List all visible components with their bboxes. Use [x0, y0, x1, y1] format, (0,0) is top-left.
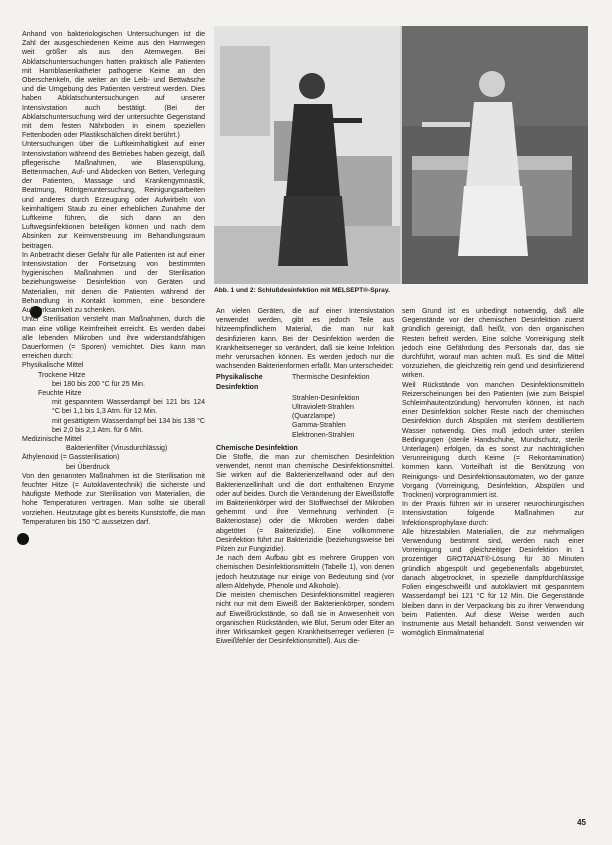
right-column: [402, 307, 584, 830]
list-item: Elektronen-Strahlen: [292, 431, 355, 439]
list-item: Ultraviolett-Strahlen (Quarzlampe): [292, 404, 354, 421]
list-heading: Medizinische Mittel: [22, 435, 82, 443]
paragraph: Untersuchungen über die Luftkeimhaltigkeit auf einer Intensivstation während des Betriebes haben gezeigt, daß pflegerische Maßnahmen, wie Blasenspülung, Bettenmachen, Auf- und Abdecken von Betten, Verlegung der Patienten, Massage und Krankengymnastik, Beatmung, Röntgenuntersuchung, Reinigungsarbeiten und anderes durch Erzeugung oder Aufwirbeln von keimhaltigem Staub zu einer erheblichen Zunahme der Luftkeime führen, die sich dann an den Luftwegsinfektionen beteiligen können und nach dem Absinken zur Keimverstreuung im Behandlungsraum beitragen.: [22, 141, 205, 250]
list-item: bei Überdruck: [66, 463, 110, 471]
paragraph: sem Grund ist es unbedingt notwendig, daß alle Gegenstände vor der chemischen Desinfektion zuerst gründlich gereinigt, daß heißt, von den organischen Resten befreit werden. Eine solche Vorreinigung stellt jedoch eine Gefährdung des Personals dar, das sie durchführt, worauf man achten muß. Es sind die Mittel vorzuziehen, die gleichzeitig rein gend und desinfizierend wirken.: [402, 308, 584, 380]
definition-term: Physikalische Desinfektion: [216, 374, 263, 391]
photo-nurse-spraying-bed: [402, 26, 588, 284]
paragraph: Von den genannten Maßnahmen ist die Sterilisation mit feuchter Hitze (= Autoklaventechnik) die sicherste und häufigste Methode zur Sterilisation von Materialien, die hohe Temperaturen vertragen. Man sollte sie überall vorziehen. Heutzutage gibt es bereits Kunststoffe, die man Temperaturen bis 150 °C aussetzen darf.: [22, 472, 205, 526]
paragraph: Unter Sterilisation versteht man Maßnahmen, durch die man eine völlige Keimfreiheit erreicht. Es werden dabei alle lebenden Mikroben und ihre widerstandsfähigen Dauerformen (= Sporen) vernichtet. Dies kann man erreichen durch:: [22, 316, 205, 361]
paragraph: In der Praxis führen wir in unserer neurochirurgischen Intensivstation folgende Maßnahmen zur Infektionsprophylaxe durch:: [402, 501, 584, 527]
paragraph: Alle hitzestabilen Materialien, die zur mehrmaligen Verwendung bestimmt sind, werden nach einer Vorreinigung und gleichzeitiger Desinfektion in 1 prozentiger GROTANAT®-Lösung für 30 Minuten gründlich abgespült und gegebenenfalls abgebürstet, danach abgetrocknet, in spezielle dampfdurchlässige Folien eingeschweißt und autoklaviert mit gespanntem Wasserdampf bei 121 °C für 12 Min. Die Gegenstände bleiben dann in der Verpackung bis zu ihrer Verwendung beim Patienten. Auf diese Weise werden auch Instrumente aus Metall behandelt. Sonst verwenden wir womöglich Einmalmaterial: [402, 528, 584, 638]
list-heading: Physikalische Mittel: [22, 362, 84, 370]
list-item: Feuchte Hitze: [38, 389, 82, 397]
list-item: Äthylenoxid (= Gassterilisation): [22, 454, 120, 462]
photo-2-illustration: [402, 26, 588, 284]
definition-value: Thermische Desinfektion: [292, 374, 370, 382]
paragraph: Je nach dem Aufbau gibt es mehrere Gruppen von chemischen Desinfektionsmitteln (Tabelle 1), von denen jedoch heutzutage nur einige von Bedeutung sind (vor allem Aldehyde, Phenole und Alkohole).: [216, 555, 394, 590]
list-item: Trockene Hitze: [38, 371, 86, 379]
photo-1-illustration: [214, 26, 400, 284]
figure-caption: Abb. 1 und 2: Schlußdesinfektion mit MELSEPT®-Spray.: [214, 287, 390, 294]
list-item: Strahlen-Desinfektion: [292, 394, 360, 402]
middle-column: [216, 307, 394, 830]
figure-photos: [214, 26, 588, 284]
list-item: Bakterienfilter (Virusdurchlässig): [66, 445, 168, 453]
photo-nurse-spraying-room: [214, 26, 400, 284]
left-column: [22, 30, 205, 830]
paragraph: In Anbetracht dieser Gefahr für alle Patienten ist auf einer Intensivstation der Fortsetzung von bestimmten hygienischen Maßnahmen und der Sterilisation beziehungsweise Desinfektion von Geräten und Materialien, mit denen die Patienten während der Behandlung in Kontakt kommen, eine besondere Aufmerksamkeit zu schenken.: [22, 251, 205, 315]
paragraph: Anhand von bakteriologischen Untersuchungen ist die Zahl der ausgeschiedenen Keime aus den Harnwegen weit größer als aus den Atemwegen. Bei Abklatschuntersuchungen hatten praktisch alle Patienten mit Harnblasenkatheter pathogene Keime an den Oberschenkeln, die weiter an die Leib- und Bettwäsche und die Umgebung des Patienten verstreut werden. Dies haben Abklatschuntersuchungen auf unserer Intensivstation auch bestätigt. (Bei der Abklatschuntersuchung wird der untersuchte Gegenstand mit dem festen Nährboden in einem speziellen Fettenboden oder Plastikschälchen direkt berührt.): [22, 31, 205, 140]
paragraph: An vielen Geräten, die auf einer Intensivstation verwendet werden, gibt es jedoch Teile aus hitzeempfindlichem Material, die man nur kalt desinfizieren kann. Bei der Desinfektion werden die Krankheitserreger so verändert, daß sie keine Infektion mehr verursachen können. Es werden jedoch nur die wachsenden Bakterienformen erfaßt. Man unterscheidet:: [216, 308, 394, 371]
list-item: bei 180 bis 200 °C für 25 Min.: [52, 380, 145, 388]
list-item: mit gesättigtem Wasserdampf bei 134 bis 138 °C bei 2,0 bis 2,1 Atm. für 6 Min.: [52, 417, 205, 434]
paragraph: Die meisten chemischen Desinfektionsmittel reagieren nicht nur mit dem Eiweiß der Bakterienkörper, sondern auf Eiweißrückstände, so daß sie in Anwesenheit von organischen Rückständen, wie Blut, Serum oder Eiter an ihrer Wirksamkeit gegen Krankheitserreger verlieren (= Eiweißfehler der Desinfektionsmittel). Aus die-: [216, 592, 394, 646]
list-item: Gamma-Strahlen: [292, 422, 346, 430]
page-number: 45: [577, 818, 586, 827]
section-heading: Chemische Desinfektion: [216, 444, 298, 452]
definition-row: [216, 373, 394, 391]
paragraph: Weil Rückstände von manchen Desinfektionsmitteln Reizerscheinungen bei den Patienten (wie zum Beispiel Schleimhautentzündung) hervorrufen können, ist nach einer Desinfektion solcher Reste nach der chemischen Desinfektion durch Abspülen mit sterilem destilliertem Wasser notwendig. Dies muß jedoch unter sterilen Bedingungen (sterile Handschuhe, Mundschutz, sterile Unterlagen) erfolgen, da es sonst zur nachträglichen Verunreinigung durch Keime (= Rekontamination) kommen kann. Vorteilhaft ist die Benützung von Reinigungs- und Desinfektionsautomaten, wo der ganze Vorgang (Vorreinigung, Desinfektion, Abspülen und Trocknen) vorprogrammiert ist.: [402, 381, 584, 500]
radiation-list: [216, 394, 394, 440]
list-item: mit gespanntem Wasserdampf bei 121 bis 124 °C bei 1,1 bis 1,3 Atm. für 12 Min.: [52, 399, 205, 416]
paragraph: Die Stoffe, die man zur chemischen Desinfektion verwendet, nennt man chemische Desinfektionsmittel. Sie wirken auf die Bakterienzellwand oder auf den Bakterienzellinhalt und die dort enthaltenen Enzyme oder auf beides. Durch die Veränderung der Eiweißstoffe im Bakterienkörper wird der Stoffwechsel der Mikroben gehemmt und ihre Vermehrung verhindert (= Bakteriostase) oder die Mikroben werden dabei abgetötet (= Bakterizidie). Eine vollkommene Desinfektion führt zur Bakterizidie (beziehungsweise bei Pilzen zur Fungizidie).: [216, 454, 394, 554]
